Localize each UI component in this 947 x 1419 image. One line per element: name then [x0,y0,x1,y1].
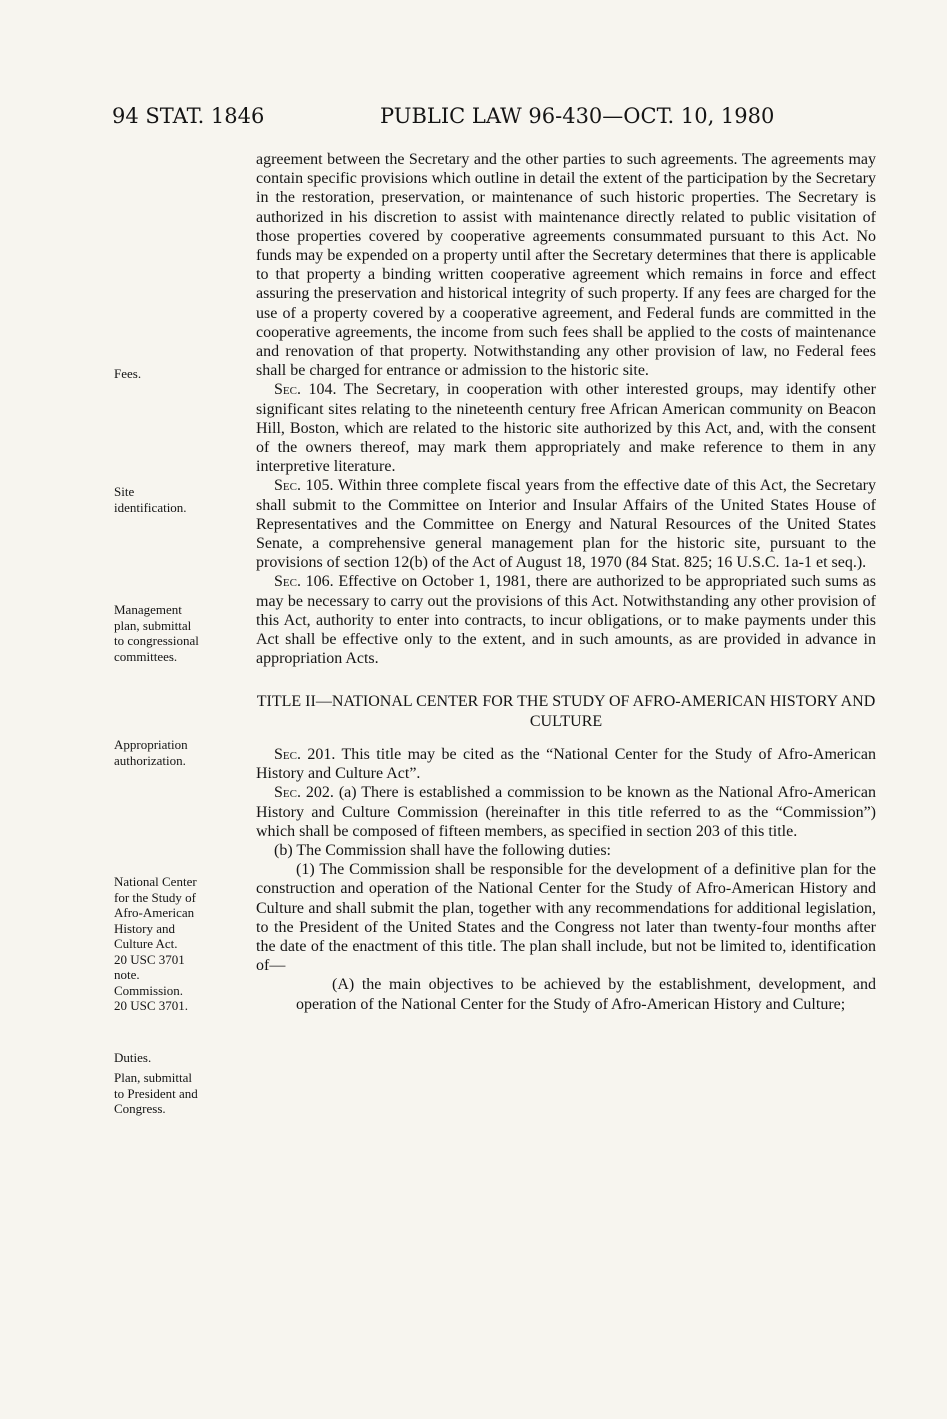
section-text: This title may be cited as the “National Center for the Study of Afro-American History and Culture Act”. [256,745,876,783]
main-text [256,150,876,1014]
section-201 [256,745,876,783]
section-label: Sec. 201. [274,745,336,763]
margin-note-appropriation: Appropriation authorization. [114,737,188,768]
page-header [112,104,872,144]
section-202a [256,783,876,841]
section-text: The Secretary, in cooperation with other interested groups, may identify other significant sites relating to the nineteenth century free African American community on Beacon Hill, Boston, which are related to the historic site authorized by this Act, and, with the consent of the owners thereof, may mark them appropriately and make reference to them in any interpretive literature. [256,381,876,476]
margin-note-site-identification: Site identification. [114,484,187,515]
section-label: Sec. 106. [274,573,334,591]
section-label: Sec. 104. [274,381,337,399]
duty-1: (1) The Commission shall be responsible for the development of a definitive plan for the construction and operation of the National Center for the Study of Afro-American History and Culture and shall submit the plan, together with any recommendations for additional legislation, to the President of the United States and the Congress not later than twenty-four months after the date of the enactment of this title. The plan shall include, but not be limited to, identification of— [256,861,876,975]
section-label: Sec. 105. [274,477,334,495]
duty-1-a: (A) the main objectives to be achieved by the establishment, development, and operation of the National Center for the Study of Afro-American History and Culture; [296,976,876,1013]
section-text: (a) There is established a commission to be known as the National Afro-American History and Culture Commission (hereinafter in this title referred to as the “Commission”) which shall be composed of fifteen members, as specified in section 203 of this title. [256,784,876,840]
title-ii-heading: TITLE II—NATIONAL CENTER FOR THE STUDY OF AFRO-AMERICAN HISTORY AND CULTURE [256,693,876,730]
margin-note-plan-submittal: Plan, submittal to President and Congress. [114,1070,198,1116]
section-label: Sec. 202. [274,784,334,802]
margin-note-national-center: National Center for the Study of Afro-American History and Culture Act. 20 USC 3701 note. Commission. 20 USC 3701. [114,874,197,1013]
margin-note-management-plan: Management plan, submittal to congressional committees. [114,602,199,664]
section-text: Within three complete fiscal years from the effective date of this Act, the Secretary shall submit to the Committee on Interior and Insular Affairs of the United States House of Representatives and the Committee on Energy and Natural Resources of the United States Senate, a comprehensive general management plan for the historic site, pursuant to the provisions of section 12(b) of the Act of August 18, 1970 (84 Stat. 825; 16 U.S.C. 1a-1 et seq.). [256,477,876,572]
margin-note-fees: Fees. [114,366,142,381]
paragraph-cooperative-agreements: agreement between the Secretary and the other parties to such agreements. The agreements may contain specific provisions which outline in detail the extent of the participation by the Secretary in the restoration, preservation, or maintenance of such historic properties. The Secretary is authorized in his discretion to assist with maintenance directly related to public visitation of those properties covered by cooperative agreements consummated pursuant to this Act. No funds may be expended on a property until after the Secretary determines that there is applicable to that property a binding written cooperative agreement which remains in force and effect assuring the preservation and historical integrity of such property. If any fees are charged for the use of a property covered by a cooperative agreement, and Federal funds are committed in the cooperative agreements, the income from such fees shall be applied to the costs of maintenance and renovation of that property. Notwithstanding any other provision of law, no Federal fees shall be charged for entrance or admission to the historic site. [256,151,876,380]
section-202b: (b) The Commission shall have the following duties: [274,841,611,859]
margin-note-duties: Duties. [114,1050,152,1065]
section-text: Effective on October 1, 1981, there are authorized to be appropriated such sums as may be necessary to carry out the provisions of this Act. Notwithstanding any other provision of this Act, authority to enter into contracts, to incur obligations, or to make payments under this Act shall be effective only to the extent, and in such amounts, as are provided in advance in appropriation Acts. [256,573,876,668]
section-104 [256,380,876,476]
public-law-heading: PUBLIC LAW 96-430—OCT. 10, 1980 [380,104,775,128]
section-105 [256,476,876,572]
section-106 [256,572,876,668]
statute-citation: 94 STAT. 1846 [112,104,265,128]
